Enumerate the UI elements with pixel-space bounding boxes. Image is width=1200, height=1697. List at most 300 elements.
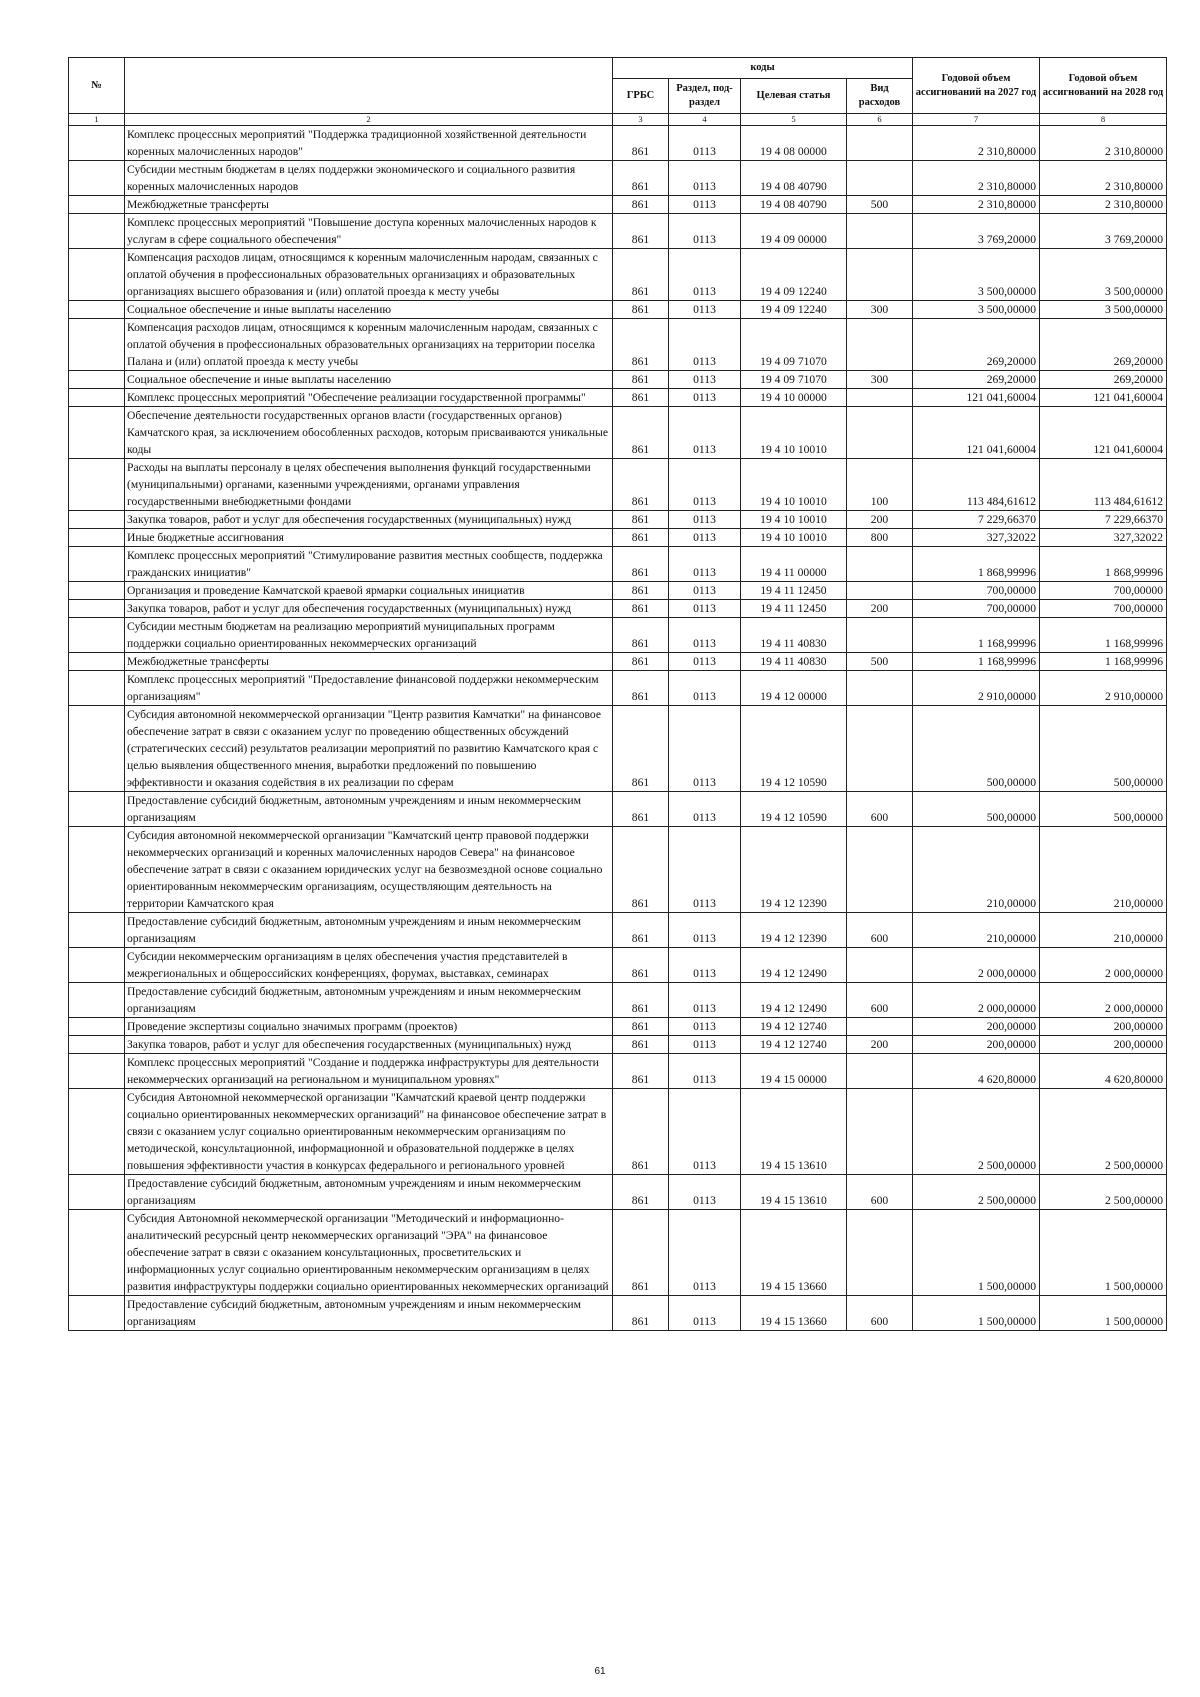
- cell-name: Комплекс процессных мероприятий "Обеспечение реализации государственной программы": [125, 389, 613, 407]
- cell-vol-2027: 500,00000: [913, 706, 1040, 792]
- cell-vol-2028: 200,00000: [1040, 1036, 1167, 1054]
- cell-vol-2027: 269,20000: [913, 371, 1040, 389]
- cell-vid: [847, 618, 913, 653]
- cell-vol-2028: 1 168,99996: [1040, 618, 1167, 653]
- cell-name: Межбюджетные трансферты: [125, 653, 613, 671]
- cell-name: Субсидии местным бюджетам на реализацию мероприятий муниципальных программ поддержки социально ориентированных некоммерческих организаций: [125, 618, 613, 653]
- col-number: 3: [613, 114, 669, 126]
- cell-razdel: 0113: [669, 161, 741, 196]
- cell-grbs: 861: [613, 459, 669, 511]
- cell-vol-2028: 269,20000: [1040, 371, 1167, 389]
- cell-vol-2028: 2 310,80000: [1040, 196, 1167, 214]
- cell-target: 19 4 12 00000: [741, 671, 847, 706]
- cell-target: 19 4 08 40790: [741, 161, 847, 196]
- cell-num: [69, 529, 125, 547]
- table-row: [69, 301, 1167, 319]
- cell-grbs: 861: [613, 214, 669, 249]
- table-row: [69, 1036, 1167, 1054]
- cell-vol-2028: 1 500,00000: [1040, 1210, 1167, 1296]
- table-row: [69, 389, 1167, 407]
- cell-name: Предоставление субсидий бюджетным, автономным учреждениям и иным некоммерческим организациям: [125, 983, 613, 1018]
- cell-vid: 500: [847, 196, 913, 214]
- cell-vol-2027: 700,00000: [913, 600, 1040, 618]
- cell-target: 19 4 12 12390: [741, 827, 847, 913]
- table-row: [69, 582, 1167, 600]
- cell-name: Расходы на выплаты персоналу в целях обеспечения выполнения функций государственными (муниципальными) органами, казенными учреждениями, органами управления государственными внебюджетными фондами: [125, 459, 613, 511]
- table-row: [69, 618, 1167, 653]
- cell-num: [69, 459, 125, 511]
- cell-grbs: 861: [613, 706, 669, 792]
- cell-razdel: 0113: [669, 1210, 741, 1296]
- col-number: 8: [1040, 114, 1167, 126]
- cell-grbs: 861: [613, 529, 669, 547]
- cell-razdel: 0113: [669, 389, 741, 407]
- cell-grbs: 861: [613, 913, 669, 948]
- cell-razdel: 0113: [669, 582, 741, 600]
- cell-grbs: 861: [613, 389, 669, 407]
- cell-vid: [847, 1018, 913, 1036]
- cell-name: Субсидии некоммерческим организациям в целях обеспечения участия представителей в межрегиональных и общероссийских конференциях, форумах, выставках, семинарах: [125, 948, 613, 983]
- cell-name: Субсидия автономной некоммерческой организации "Камчатский центр правовой поддержки некоммерческих организаций и коренных малочисленных народов Севера" на финансовое обеспечение затрат в связи с оказанием юридических услуг на безвозмездной основе социально ориентированным некоммерческим организациям, осуществляющим деятельность на территории Камчатского края: [125, 827, 613, 913]
- cell-grbs: 861: [613, 1296, 669, 1331]
- cell-grbs: 861: [613, 827, 669, 913]
- cell-grbs: 861: [613, 1054, 669, 1089]
- cell-num: [69, 161, 125, 196]
- cell-num: [69, 547, 125, 582]
- cell-vol-2027: 3 500,00000: [913, 301, 1040, 319]
- cell-vol-2028: 200,00000: [1040, 1018, 1167, 1036]
- cell-vol-2028: 210,00000: [1040, 913, 1167, 948]
- cell-vol-2027: 1 868,99996: [913, 547, 1040, 582]
- cell-razdel: 0113: [669, 653, 741, 671]
- cell-grbs: 861: [613, 301, 669, 319]
- cell-vid: 200: [847, 1036, 913, 1054]
- cell-num: [69, 1089, 125, 1175]
- cell-razdel: 0113: [669, 1054, 741, 1089]
- table-row: [69, 214, 1167, 249]
- cell-num: [69, 706, 125, 792]
- cell-name: Закупка товаров, работ и услуг для обеспечения государственных (муниципальных) нужд: [125, 1036, 613, 1054]
- cell-grbs: 861: [613, 600, 669, 618]
- cell-razdel: 0113: [669, 1175, 741, 1210]
- cell-vol-2027: 269,20000: [913, 319, 1040, 371]
- cell-grbs: 861: [613, 547, 669, 582]
- cell-vol-2027: 2 310,80000: [913, 161, 1040, 196]
- cell-vid: [847, 582, 913, 600]
- cell-num: [69, 671, 125, 706]
- cell-vol-2027: 210,00000: [913, 913, 1040, 948]
- table-row: [69, 1175, 1167, 1210]
- cell-name: Предоставление субсидий бюджетным, автономным учреждениям и иным некоммерческим организациям: [125, 1296, 613, 1331]
- cell-razdel: 0113: [669, 792, 741, 827]
- table-row: [69, 653, 1167, 671]
- cell-vol-2028: 2 500,00000: [1040, 1175, 1167, 1210]
- cell-vol-2028: 2 000,00000: [1040, 948, 1167, 983]
- cell-name: Предоставление субсидий бюджетным, автономным учреждениям и иным некоммерческим организациям: [125, 792, 613, 827]
- cell-vol-2027: 200,00000: [913, 1018, 1040, 1036]
- col-number: 2: [125, 114, 613, 126]
- cell-vid: 800: [847, 529, 913, 547]
- header-target: Целевая статья: [741, 79, 847, 114]
- cell-num: [69, 249, 125, 301]
- cell-vol-2028: 7 229,66370: [1040, 511, 1167, 529]
- cell-vol-2027: 1 500,00000: [913, 1210, 1040, 1296]
- cell-name: Комплекс процессных мероприятий "Поддержка традиционной хозяйственной деятельности коренных малочисленных народов": [125, 126, 613, 161]
- cell-num: [69, 301, 125, 319]
- cell-grbs: 861: [613, 196, 669, 214]
- cell-name: Комплекс процессных мероприятий "Создание и поддержка инфраструктуры для деятельности некоммерческих организаций на региональном и муниципальном уровнях": [125, 1054, 613, 1089]
- cell-vol-2027: 3 500,00000: [913, 249, 1040, 301]
- cell-name: Субсидия Автономной некоммерческой организации "Камчатский краевой центр поддержки социально ориентированных некоммерческих организаций" на финансовое обеспечение затрат в связи с оказанием услуг социально ориентированным некоммерческим организациям по методической, консультационной, информационной и образовательной поддержке в целях повышения эффективности участия в конкурсах федерального и регионального уровней: [125, 1089, 613, 1175]
- cell-vid: 200: [847, 600, 913, 618]
- cell-name: Комплекс процессных мероприятий "Повышение доступа коренных малочисленных народов к услугам в сфере социального обеспечения": [125, 214, 613, 249]
- cell-grbs: 861: [613, 1036, 669, 1054]
- cell-razdel: 0113: [669, 371, 741, 389]
- cell-target: 19 4 09 12240: [741, 301, 847, 319]
- cell-num: [69, 792, 125, 827]
- header-razdel: Раздел, под-раздел: [669, 79, 741, 114]
- cell-grbs: 861: [613, 653, 669, 671]
- cell-num: [69, 126, 125, 161]
- cell-target: 19 4 09 71070: [741, 371, 847, 389]
- cell-target: 19 4 09 12240: [741, 249, 847, 301]
- cell-num: [69, 983, 125, 1018]
- cell-vol-2028: 2 910,00000: [1040, 671, 1167, 706]
- cell-target: 19 4 15 13610: [741, 1175, 847, 1210]
- budget-table: [68, 57, 1167, 1331]
- table-row: [69, 249, 1167, 301]
- cell-name: Комплекс процессных мероприятий "Стимулирование развития местных сообществ, поддержка гражданских инициатив": [125, 547, 613, 582]
- cell-grbs: 861: [613, 671, 669, 706]
- cell-vid: 600: [847, 983, 913, 1018]
- cell-num: [69, 319, 125, 371]
- table-row: [69, 1089, 1167, 1175]
- cell-target: 19 4 10 10010: [741, 407, 847, 459]
- table-row: [69, 1054, 1167, 1089]
- cell-vid: 500: [847, 653, 913, 671]
- table-row: [69, 706, 1167, 792]
- cell-target: 19 4 12 12490: [741, 983, 847, 1018]
- cell-vol-2028: 2 000,00000: [1040, 983, 1167, 1018]
- cell-grbs: 861: [613, 618, 669, 653]
- header-num: №: [69, 58, 125, 114]
- cell-target: 19 4 11 12450: [741, 600, 847, 618]
- cell-target: 19 4 09 00000: [741, 214, 847, 249]
- cell-target: 19 4 11 40830: [741, 653, 847, 671]
- cell-vol-2027: 200,00000: [913, 1036, 1040, 1054]
- cell-vid: 600: [847, 792, 913, 827]
- cell-num: [69, 511, 125, 529]
- table-row: [69, 547, 1167, 582]
- cell-target: 19 4 11 00000: [741, 547, 847, 582]
- cell-name: Компенсация расходов лицам, относящимся к коренным малочисленным народам, связанных с оплатой обучения в профессиональных образовательных организациях на территории поселка Палана и (или) оплатой проезда к месту учебы: [125, 319, 613, 371]
- cell-grbs: 861: [613, 249, 669, 301]
- header-vol-2027: Годовой объем ассигнований на 2027 год: [913, 58, 1040, 114]
- cell-razdel: 0113: [669, 618, 741, 653]
- cell-target: 19 4 15 13660: [741, 1296, 847, 1331]
- cell-razdel: 0113: [669, 1036, 741, 1054]
- cell-num: [69, 600, 125, 618]
- col-number: 4: [669, 114, 741, 126]
- cell-razdel: 0113: [669, 913, 741, 948]
- cell-target: 19 4 12 12740: [741, 1018, 847, 1036]
- cell-num: [69, 827, 125, 913]
- cell-vol-2028: 121 041,60004: [1040, 389, 1167, 407]
- col-number: 1: [69, 114, 125, 126]
- cell-grbs: 861: [613, 1175, 669, 1210]
- table-row: [69, 1210, 1167, 1296]
- cell-vid: [847, 161, 913, 196]
- cell-num: [69, 653, 125, 671]
- cell-vol-2027: 2 910,00000: [913, 671, 1040, 706]
- cell-vol-2028: 1 500,00000: [1040, 1296, 1167, 1331]
- cell-num: [69, 214, 125, 249]
- header-vid: Вид расходов: [847, 79, 913, 114]
- cell-razdel: 0113: [669, 301, 741, 319]
- table-row: [69, 196, 1167, 214]
- cell-grbs: 861: [613, 792, 669, 827]
- cell-grbs: 861: [613, 161, 669, 196]
- cell-vol-2028: 2 310,80000: [1040, 126, 1167, 161]
- cell-name: Социальное обеспечение и иные выплаты населению: [125, 301, 613, 319]
- cell-vid: 600: [847, 1296, 913, 1331]
- cell-vol-2028: 113 484,61612: [1040, 459, 1167, 511]
- cell-vol-2027: 1 168,99996: [913, 653, 1040, 671]
- cell-grbs: 861: [613, 582, 669, 600]
- cell-num: [69, 913, 125, 948]
- cell-vol-2028: 3 500,00000: [1040, 249, 1167, 301]
- cell-name: Иные бюджетные ассигнования: [125, 529, 613, 547]
- table-body: [69, 126, 1167, 1331]
- table-row: [69, 126, 1167, 161]
- cell-name: Предоставление субсидий бюджетным, автономным учреждениям и иным некоммерческим организациям: [125, 1175, 613, 1210]
- cell-vid: [847, 827, 913, 913]
- table-row: [69, 459, 1167, 511]
- cell-vid: 300: [847, 301, 913, 319]
- cell-target: 19 4 10 10010: [741, 511, 847, 529]
- cell-vol-2027: 2 500,00000: [913, 1175, 1040, 1210]
- cell-vol-2027: 1 168,99996: [913, 618, 1040, 653]
- cell-num: [69, 196, 125, 214]
- col-number: 5: [741, 114, 847, 126]
- cell-vid: [847, 389, 913, 407]
- cell-grbs: 861: [613, 983, 669, 1018]
- cell-target: 19 4 11 40830: [741, 618, 847, 653]
- cell-vid: 300: [847, 371, 913, 389]
- cell-razdel: 0113: [669, 706, 741, 792]
- header-codes: коды: [613, 58, 913, 79]
- cell-vid: 200: [847, 511, 913, 529]
- cell-vid: 600: [847, 913, 913, 948]
- cell-vol-2027: 2 310,80000: [913, 196, 1040, 214]
- cell-num: [69, 618, 125, 653]
- cell-target: 19 4 12 12740: [741, 1036, 847, 1054]
- cell-razdel: 0113: [669, 600, 741, 618]
- cell-name: Субсидии местным бюджетам в целях поддержки экономического и социального развития коренных малочисленных народов: [125, 161, 613, 196]
- table-row: [69, 161, 1167, 196]
- cell-name: Социальное обеспечение и иные выплаты населению: [125, 371, 613, 389]
- cell-vol-2028: 500,00000: [1040, 706, 1167, 792]
- cell-num: [69, 1296, 125, 1331]
- cell-num: [69, 948, 125, 983]
- table-row: [69, 407, 1167, 459]
- cell-name: Обеспечение деятельности государственных органов власти (государственных органов) Камчатского края, за исключением обособленных расходов, которым присваиваются уникальные коды: [125, 407, 613, 459]
- cell-vol-2027: 2 000,00000: [913, 948, 1040, 983]
- cell-vol-2028: 2 500,00000: [1040, 1089, 1167, 1175]
- cell-target: 19 4 15 13610: [741, 1089, 847, 1175]
- cell-target: 19 4 12 12390: [741, 913, 847, 948]
- cell-target: 19 4 10 00000: [741, 389, 847, 407]
- cell-name: Субсидия Автономной некоммерческой организации "Методический и информационно-аналитический ресурсный центр некоммерческих организаций "ЭРА" на финансовое обеспечение затрат в связи с оказанием консультационных, просветительских и информационных услуг социально ориентированным некоммерческим организациям в целях развития инфраструктуры поддержки социально ориентированных некоммерческих организаций: [125, 1210, 613, 1296]
- table-row: [69, 671, 1167, 706]
- cell-razdel: 0113: [669, 319, 741, 371]
- cell-vol-2027: 121 041,60004: [913, 389, 1040, 407]
- cell-vid: [847, 671, 913, 706]
- cell-vol-2028: 500,00000: [1040, 792, 1167, 827]
- page-number: 61: [594, 1666, 606, 1677]
- cell-num: [69, 582, 125, 600]
- cell-target: 19 4 12 10590: [741, 792, 847, 827]
- cell-name: Проведение экспертизы социально значимых программ (проектов): [125, 1018, 613, 1036]
- cell-vol-2028: 327,32022: [1040, 529, 1167, 547]
- cell-grbs: 861: [613, 371, 669, 389]
- cell-num: [69, 1210, 125, 1296]
- cell-vol-2027: 327,32022: [913, 529, 1040, 547]
- cell-razdel: 0113: [669, 983, 741, 1018]
- table-row: [69, 983, 1167, 1018]
- header-vol-2028: Годовой объем ассигнований на 2028 год: [1040, 58, 1167, 114]
- cell-name: Предоставление субсидий бюджетным, автономным учреждениям и иным некоммерческим организациям: [125, 913, 613, 948]
- table-row: [69, 511, 1167, 529]
- cell-num: [69, 1175, 125, 1210]
- cell-vid: [847, 407, 913, 459]
- cell-razdel: 0113: [669, 1296, 741, 1331]
- cell-vol-2027: 4 620,80000: [913, 1054, 1040, 1089]
- cell-razdel: 0113: [669, 547, 741, 582]
- cell-target: 19 4 10 10010: [741, 459, 847, 511]
- cell-vid: [847, 706, 913, 792]
- cell-vid: [847, 1089, 913, 1175]
- cell-num: [69, 407, 125, 459]
- cell-vid: [847, 1210, 913, 1296]
- cell-num: [69, 389, 125, 407]
- cell-razdel: 0113: [669, 1089, 741, 1175]
- cell-vid: [847, 126, 913, 161]
- cell-name: Закупка товаров, работ и услуг для обеспечения государственных (муниципальных) нужд: [125, 600, 613, 618]
- cell-vol-2028: 700,00000: [1040, 582, 1167, 600]
- cell-vol-2028: 269,20000: [1040, 319, 1167, 371]
- table-row: [69, 913, 1167, 948]
- cell-vid: [847, 214, 913, 249]
- cell-vol-2028: 3 500,00000: [1040, 301, 1167, 319]
- cell-vol-2028: 1 168,99996: [1040, 653, 1167, 671]
- cell-vol-2027: 700,00000: [913, 582, 1040, 600]
- cell-grbs: 861: [613, 126, 669, 161]
- cell-vol-2027: 2 500,00000: [913, 1089, 1040, 1175]
- table-row: [69, 371, 1167, 389]
- cell-vol-2028: 1 868,99996: [1040, 547, 1167, 582]
- table-row: [69, 529, 1167, 547]
- budget-table-sheet: [68, 57, 1166, 1331]
- cell-vol-2027: 500,00000: [913, 792, 1040, 827]
- cell-vid: [847, 1054, 913, 1089]
- cell-vid: 100: [847, 459, 913, 511]
- cell-num: [69, 371, 125, 389]
- cell-razdel: 0113: [669, 249, 741, 301]
- cell-vol-2027: 2 000,00000: [913, 983, 1040, 1018]
- cell-target: 19 4 11 12450: [741, 582, 847, 600]
- cell-vol-2028: 3 769,20000: [1040, 214, 1167, 249]
- cell-target: 19 4 15 13660: [741, 1210, 847, 1296]
- header-grbs: ГРБС: [613, 79, 669, 114]
- cell-num: [69, 1036, 125, 1054]
- cell-num: [69, 1018, 125, 1036]
- cell-num: [69, 1054, 125, 1089]
- cell-vol-2027: 1 500,00000: [913, 1296, 1040, 1331]
- cell-grbs: 861: [613, 319, 669, 371]
- cell-razdel: 0113: [669, 511, 741, 529]
- cell-name: Межбюджетные трансферты: [125, 196, 613, 214]
- cell-razdel: 0113: [669, 529, 741, 547]
- cell-vid: [847, 547, 913, 582]
- cell-razdel: 0113: [669, 126, 741, 161]
- cell-name: Комплекс процессных мероприятий "Предоставление финансовой поддержки некоммерческим организациям": [125, 671, 613, 706]
- table-header: [69, 58, 1167, 126]
- cell-razdel: 0113: [669, 1018, 741, 1036]
- cell-razdel: 0113: [669, 948, 741, 983]
- table-row: [69, 600, 1167, 618]
- cell-vol-2028: 700,00000: [1040, 600, 1167, 618]
- cell-razdel: 0113: [669, 407, 741, 459]
- cell-razdel: 0113: [669, 671, 741, 706]
- cell-razdel: 0113: [669, 827, 741, 913]
- cell-vol-2028: 210,00000: [1040, 827, 1167, 913]
- cell-grbs: 861: [613, 1089, 669, 1175]
- cell-name: Субсидия автономной некоммерческой организации "Центр развития Камчатки" на финансовое обеспечение затрат в связи с оказанием услуг по проведению общественных обсуждений (стратегических сессий) результатов реализации мероприятий по развитию Камчатского края с целью выявления общественного мнения, выработки предложений по повышению эффективности и оказания содействия в их реализации по сферам: [125, 706, 613, 792]
- cell-vid: [847, 948, 913, 983]
- cell-target: 19 4 09 71070: [741, 319, 847, 371]
- cell-grbs: 861: [613, 948, 669, 983]
- cell-vol-2027: 210,00000: [913, 827, 1040, 913]
- cell-vol-2028: 2 310,80000: [1040, 161, 1167, 196]
- cell-target: 19 4 10 10010: [741, 529, 847, 547]
- cell-grbs: 861: [613, 407, 669, 459]
- cell-vid: [847, 249, 913, 301]
- cell-grbs: 861: [613, 1210, 669, 1296]
- cell-vol-2027: 7 229,66370: [913, 511, 1040, 529]
- cell-razdel: 0113: [669, 214, 741, 249]
- cell-vol-2027: 121 041,60004: [913, 407, 1040, 459]
- cell-target: 19 4 12 12490: [741, 948, 847, 983]
- cell-target: 19 4 12 10590: [741, 706, 847, 792]
- cell-vol-2027: 3 769,20000: [913, 214, 1040, 249]
- cell-grbs: 861: [613, 1018, 669, 1036]
- cell-target: 19 4 15 00000: [741, 1054, 847, 1089]
- cell-vol-2028: 121 041,60004: [1040, 407, 1167, 459]
- cell-vol-2027: 2 310,80000: [913, 126, 1040, 161]
- header-name: [125, 58, 613, 114]
- cell-vol-2028: 4 620,80000: [1040, 1054, 1167, 1089]
- cell-grbs: 861: [613, 511, 669, 529]
- cell-name: Компенсация расходов лицам, относящимся к коренным малочисленным народам, связанных с оплатой обучения в профессиональных образовательных организациях и образовательных организациях высшего образования и (или) оплатой проезда к месту учебы: [125, 249, 613, 301]
- table-row: [69, 792, 1167, 827]
- table-row: [69, 827, 1167, 913]
- col-number: 7: [913, 114, 1040, 126]
- cell-vid: [847, 319, 913, 371]
- cell-razdel: 0113: [669, 196, 741, 214]
- col-number: 6: [847, 114, 913, 126]
- cell-target: 19 4 08 00000: [741, 126, 847, 161]
